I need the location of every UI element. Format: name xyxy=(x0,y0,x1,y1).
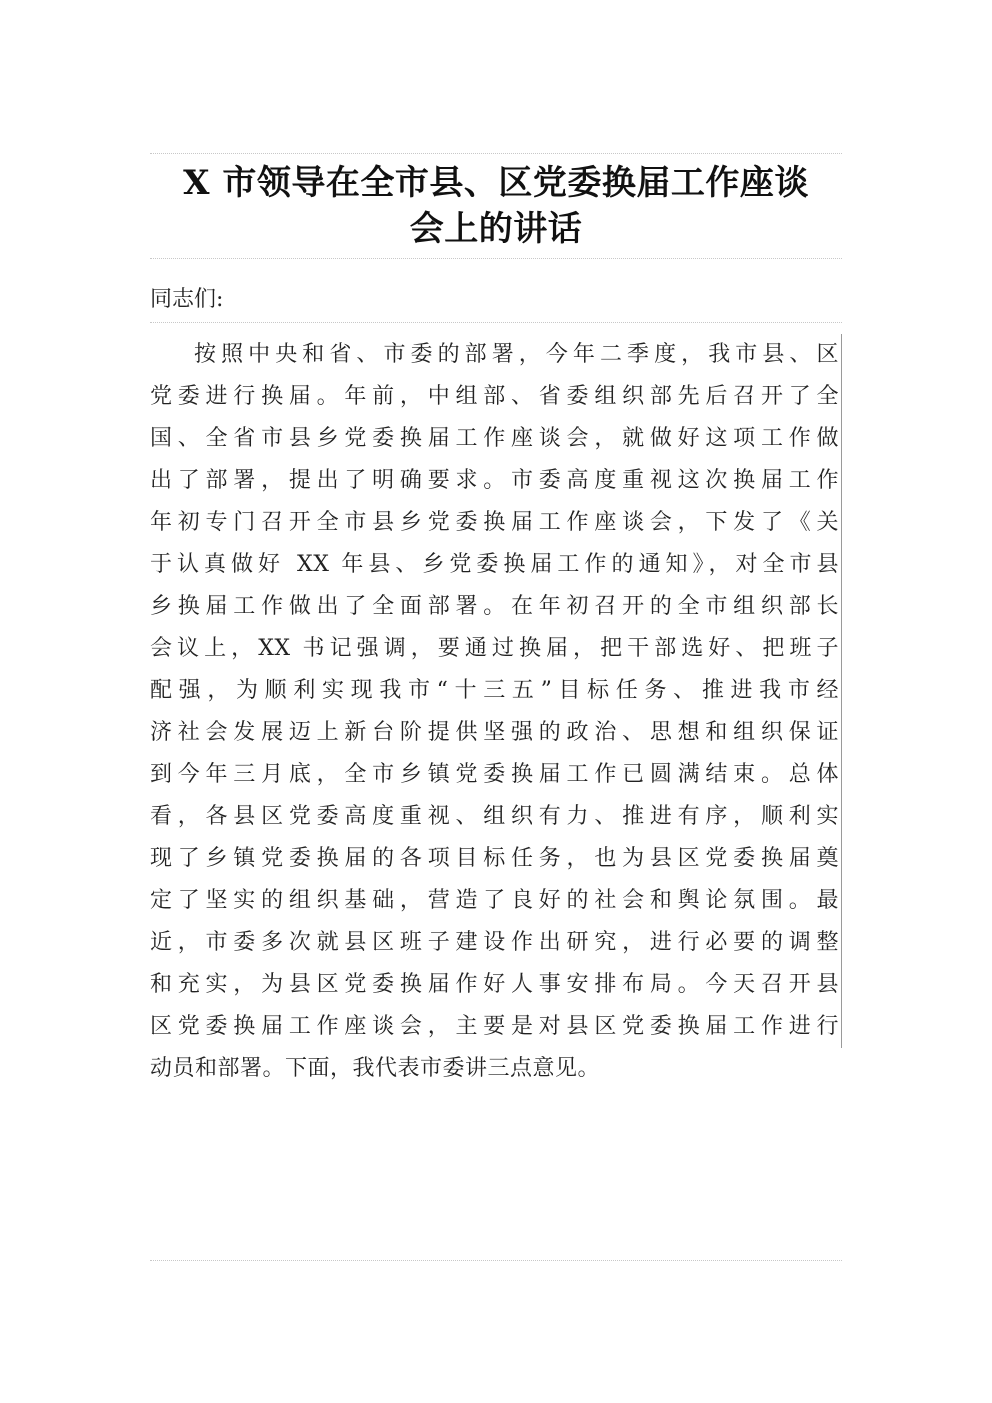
body-paragraph xyxy=(150,334,842,1090)
header-divider xyxy=(150,153,842,154)
paragraph-top-divider xyxy=(150,322,842,323)
title-line-1: X 市领导在全市县、区党委换届工作座谈 xyxy=(183,163,809,203)
paragraph-line: 区党委换届工作座谈会，主要是对县区党委换届工作进行 xyxy=(150,1006,842,1048)
paragraph-line: 看，各县区党委高度重视、组织有力、推进有序，顺利实 xyxy=(150,796,842,838)
paragraph-line: 出了部署，提出了明确要求。市委高度重视这次换届工作 xyxy=(150,460,842,502)
paragraph-line: 和充实，为县区党委换届作好人事安排布局。今天召开县 xyxy=(150,964,842,1006)
paragraph-line: 动员和部署。下面，我代表市委讲三点意见。 xyxy=(150,1056,601,1081)
paragraph-line: 配强，为顺利实现我市“十三五”目标任务、推进我市经 xyxy=(150,670,842,712)
paragraph-line: 按照中央和省、市委的部署，今年二季度，我市县、区 xyxy=(150,334,842,376)
paragraph-line: 到今年三月底，全市乡镇党委换届工作已圆满结束。总体 xyxy=(150,754,842,796)
paragraph-line: 年初专门召开全市县乡党委换届工作座谈会，下发了《关 xyxy=(150,502,842,544)
paragraph-line: 济社会发展迈上新台阶提供坚强的政治、思想和组织保证 xyxy=(150,712,842,754)
salutation: 同志们: xyxy=(150,287,224,312)
paragraph-line: 近，市委多次就县区班子建设作出研究，进行必要的调整 xyxy=(150,922,842,964)
footer-divider xyxy=(150,1260,842,1261)
paragraph-line: 会议上，XX 书记强调，要通过换届，把干部选好、把班子 xyxy=(150,628,842,670)
paragraph-line: 于认真做好 XX 年县、乡党委换届工作的通知》，对全市县 xyxy=(150,544,842,586)
document-title xyxy=(150,160,842,252)
title-divider xyxy=(150,258,842,259)
paragraph-line: 乡换届工作做出了全面部署。在年初召开的全市组织部长 xyxy=(150,586,842,628)
title-line-2: 会上的讲话 xyxy=(409,209,583,249)
paragraph-line: 定了坚实的组织基础，营造了良好的社会和舆论氛围。最 xyxy=(150,880,842,922)
paragraph-line: 党委进行换届。年前，中组部、省委组织部先后召开了全 xyxy=(150,376,842,418)
paragraph-line: 国、全省市县乡党委换届工作座谈会，就做好这项工作做 xyxy=(150,418,842,460)
paragraph-line: 现了乡镇党委换届的各项目标任务，也为县区党委换届奠 xyxy=(150,838,842,880)
